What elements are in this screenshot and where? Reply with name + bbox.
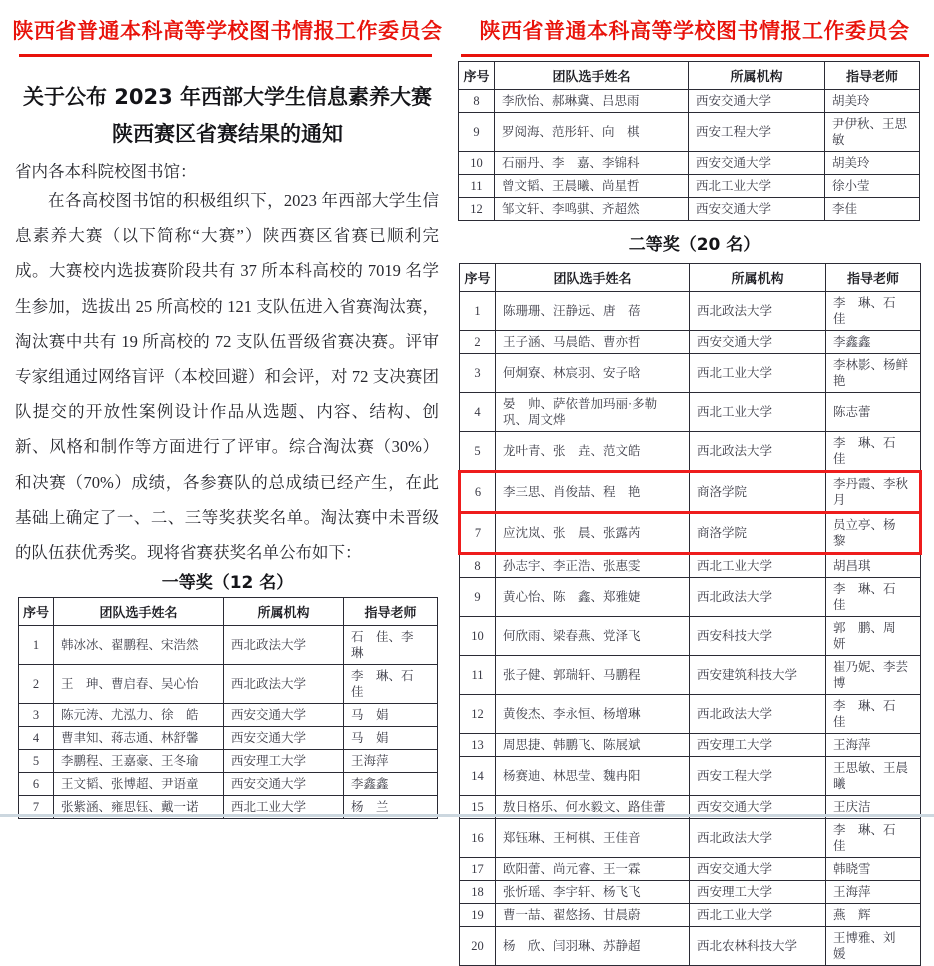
table-cell: 杨 欣、闫羽琳、苏静超 bbox=[496, 927, 690, 966]
column-header: 团队选手姓名 bbox=[54, 598, 224, 626]
table-row bbox=[19, 665, 438, 704]
table-cell: 马 娟 bbox=[344, 704, 438, 727]
first-prize-table-page1-grid bbox=[18, 597, 438, 819]
table-cell: 李 琳、石 佳 bbox=[826, 578, 921, 617]
table-cell: 应沈岚、张 晨、张露芮 bbox=[496, 513, 690, 554]
table-cell: 张忻瑶、李宇轩、杨飞飞 bbox=[496, 881, 690, 904]
table-cell: 4 bbox=[19, 727, 54, 750]
table-cell: 李 琳、石 佳 bbox=[826, 695, 921, 734]
table-cell: 11 bbox=[460, 656, 496, 695]
table-cell: 西北政法大学 bbox=[690, 292, 826, 331]
letterhead-title: 陕西省普通本科高等学校图书情报工作委员会 bbox=[479, 19, 910, 43]
table-cell: 何炯寮、林宸羽、安子晗 bbox=[496, 354, 690, 393]
table-cell: 西安工程大学 bbox=[690, 757, 826, 796]
table-cell: 11 bbox=[459, 175, 495, 198]
table-row bbox=[459, 113, 920, 152]
table-cell: 西安交通大学 bbox=[690, 858, 826, 881]
table-cell: 西北工业大学 bbox=[689, 175, 825, 198]
column-header: 指导老师 bbox=[344, 598, 438, 626]
table-row bbox=[460, 695, 921, 734]
table-row bbox=[19, 626, 438, 665]
letterhead-rule bbox=[19, 54, 432, 57]
table-cell: 1 bbox=[19, 626, 54, 665]
table-row bbox=[460, 354, 921, 393]
table-cell: 邹文轩、李鸣骐、齐超然 bbox=[495, 198, 689, 221]
table-row bbox=[460, 432, 921, 472]
table-cell: 西北工业大学 bbox=[690, 554, 826, 578]
table-cell: 张紫涵、雍思钰、戴一诺 bbox=[54, 796, 224, 819]
table-cell: 李三思、肖俊喆、程 艳 bbox=[496, 472, 690, 513]
first-prize-table-page2-grid bbox=[458, 61, 920, 221]
table-cell: 15 bbox=[460, 796, 496, 819]
table-cell: 李丹霞、李秋月 bbox=[826, 472, 921, 513]
table-row bbox=[460, 292, 921, 331]
table-cell: 2 bbox=[19, 665, 54, 704]
first-prize-table-page1 bbox=[18, 597, 437, 819]
table-cell: 李 琳、石 佳 bbox=[344, 665, 438, 704]
column-header: 指导老师 bbox=[826, 264, 921, 292]
table-cell: 18 bbox=[460, 881, 496, 904]
table-cell: 西安交通大学 bbox=[224, 773, 344, 796]
table-header-row bbox=[19, 598, 438, 626]
table-row bbox=[19, 750, 438, 773]
table-cell: 黄心怡、陈 鑫、郑雅婕 bbox=[496, 578, 690, 617]
table-row bbox=[460, 331, 921, 354]
table-cell: 王思敏、王晨曦 bbox=[826, 757, 921, 796]
notice-page-1 bbox=[0, 0, 455, 821]
table-cell: 西安理工大学 bbox=[690, 734, 826, 757]
table-cell: 西北工业大学 bbox=[690, 393, 826, 432]
table-cell: 孙志宇、李正浩、张惠雯 bbox=[496, 554, 690, 578]
table-cell: 欧阳蕾、尚元睿、王一霖 bbox=[496, 858, 690, 881]
table-row bbox=[460, 904, 921, 927]
page-bottom-divider bbox=[0, 814, 934, 817]
table-cell: 西北农林科技大学 bbox=[690, 927, 826, 966]
table-cell: 李林影、杨鲜艳 bbox=[826, 354, 921, 393]
table-cell: 西安交通大学 bbox=[224, 727, 344, 750]
table-row bbox=[460, 858, 921, 881]
column-header: 所属机构 bbox=[224, 598, 344, 626]
table-cell: 陈元涛、尤泓力、徐 皓 bbox=[54, 704, 224, 727]
table-cell: 西安交通大学 bbox=[689, 152, 825, 175]
column-header: 序号 bbox=[19, 598, 54, 626]
table-cell: 9 bbox=[459, 113, 495, 152]
table-row bbox=[460, 656, 921, 695]
table-cell: 西安工程大学 bbox=[689, 113, 825, 152]
table-cell: 商洛学院 bbox=[690, 472, 826, 513]
table-cell: 曾文韬、王晨曦、尚星哲 bbox=[495, 175, 689, 198]
table-cell: 西安交通大学 bbox=[690, 331, 826, 354]
column-header: 团队选手姓名 bbox=[496, 264, 690, 292]
table-cell: 3 bbox=[460, 354, 496, 393]
table-header-row bbox=[460, 264, 921, 292]
salutation: 省内各本科院校图书馆： bbox=[15, 162, 197, 181]
table-row bbox=[460, 617, 921, 656]
table-cell: 西北工业大学 bbox=[224, 796, 344, 819]
second-prize-table bbox=[458, 263, 919, 966]
table-cell: 李 琳、石 佳 bbox=[826, 819, 921, 858]
table-cell: 曹一喆、翟悠扬、甘晨蔚 bbox=[496, 904, 690, 927]
letterhead-title: 陕西省普通本科高等学校图书情报工作委员会 bbox=[12, 19, 443, 43]
table-cell: 14 bbox=[460, 757, 496, 796]
table-cell: 16 bbox=[460, 819, 496, 858]
table-cell: 13 bbox=[460, 734, 496, 757]
table-cell: 曹聿知、蒋志通、林舒馨 bbox=[54, 727, 224, 750]
table-row bbox=[459, 175, 920, 198]
table-cell: 西北政法大学 bbox=[690, 819, 826, 858]
table-row bbox=[460, 734, 921, 757]
table-cell: 20 bbox=[460, 927, 496, 966]
table-header-row bbox=[459, 62, 920, 90]
table-cell: 西安交通大学 bbox=[690, 796, 826, 819]
table-cell: 10 bbox=[460, 617, 496, 656]
first-prize-table-page2 bbox=[458, 61, 919, 221]
second-prize-table-grid bbox=[458, 263, 922, 966]
table-cell: 西安理工大学 bbox=[224, 750, 344, 773]
table-cell: 8 bbox=[459, 90, 495, 113]
body-paragraph: 在各高校图书馆的积极组织下，2023 年西部大学生信息素养大赛（以下简称“大赛”）陕西赛区省赛已顺利完成。大赛校内选拔赛阶段共有 37 所本科高校的 7019 名学生参加，选拔出 25 所高校的 121 支队伍进入省赛淘汰赛，淘汰赛中共有 19 所高校的 72 支队伍晋级省赛决赛。评审专家组通过网络盲评（本校回避）和会评，对 72 支决赛团队提交的开放性案例设计作品从选题、内容、结构、创新、风格和制作等方面进行了评审。综合淘汰赛（30%）和决赛（70%）成绩，各参赛队的总成绩已经产生，在此基础上确定了一、二、三等奖获奖名单。淘汰赛中未晋级的队伍获优秀奖。现将省赛获奖名单公布如下： bbox=[15, 191, 439, 563]
table-cell: 崔乃妮、李芸博 bbox=[826, 656, 921, 695]
table-cell: 胡美玲 bbox=[825, 152, 920, 175]
table-cell: 敖日格乐、何水毅文、路佳蕾 bbox=[496, 796, 690, 819]
table-cell: 12 bbox=[460, 695, 496, 734]
table-cell: 5 bbox=[460, 432, 496, 472]
table-cell: 7 bbox=[460, 513, 496, 554]
second-prize-heading: 二等奖（20 名） bbox=[628, 235, 761, 255]
table-row bbox=[459, 198, 920, 221]
column-header: 指导老师 bbox=[825, 62, 920, 90]
document-title-line2: 陕西赛区省赛结果的通知 bbox=[112, 122, 343, 146]
table-cell: 王海萍 bbox=[826, 734, 921, 757]
table-cell: 胡昌琪 bbox=[826, 554, 921, 578]
table-cell: 1 bbox=[460, 292, 496, 331]
table-cell: 西安交通大学 bbox=[689, 90, 825, 113]
table-cell: 陈珊珊、汪静远、唐 蓓 bbox=[496, 292, 690, 331]
table-cell: 周思捷、韩鹏飞、陈展斌 bbox=[496, 734, 690, 757]
table-cell: 4 bbox=[460, 393, 496, 432]
table-cell: 黄俊杰、李永恒、杨增琳 bbox=[496, 695, 690, 734]
table-cell: 罗阅海、范彤轩、向 棋 bbox=[495, 113, 689, 152]
table-cell: 6 bbox=[19, 773, 54, 796]
table-cell: 王 珅、曹启春、吴心怡 bbox=[54, 665, 224, 704]
table-cell: 西安交通大学 bbox=[689, 198, 825, 221]
table-cell: 李鑫鑫 bbox=[826, 331, 921, 354]
table-cell: 胡美玲 bbox=[825, 90, 920, 113]
table-cell: 王文韬、张博超、尹语童 bbox=[54, 773, 224, 796]
table-cell: 王子涵、马晨皓、曹亦哲 bbox=[496, 331, 690, 354]
column-header: 所属机构 bbox=[689, 62, 825, 90]
table-cell: 12 bbox=[459, 198, 495, 221]
table-cell: 燕 辉 bbox=[826, 904, 921, 927]
table-row bbox=[460, 472, 921, 513]
table-cell: 3 bbox=[19, 704, 54, 727]
table-cell: 杨赛迪、林思莹、魏冉阳 bbox=[496, 757, 690, 796]
first-prize-heading: 一等奖（12 名） bbox=[161, 573, 294, 593]
table-row bbox=[19, 704, 438, 727]
table-cell: 8 bbox=[460, 554, 496, 578]
table-row bbox=[460, 554, 921, 578]
table-cell: 17 bbox=[460, 858, 496, 881]
letterhead-rule bbox=[461, 54, 929, 57]
table-cell: 尹伊秋、王思敏 bbox=[825, 113, 920, 152]
table-row bbox=[460, 513, 921, 554]
notice-page-2 bbox=[455, 0, 934, 961]
table-cell: 王庆洁 bbox=[826, 796, 921, 819]
table-cell: 西北工业大学 bbox=[690, 354, 826, 393]
table-cell: 李鹏程、王嘉豪、王冬瑜 bbox=[54, 750, 224, 773]
table-cell: 西北政法大学 bbox=[690, 432, 826, 472]
document-title-line1: 关于公布 2023 年西部大学生信息素养大赛 bbox=[22, 85, 433, 109]
table-cell: 10 bbox=[459, 152, 495, 175]
table-cell: 韩晓雪 bbox=[826, 858, 921, 881]
table-cell: 19 bbox=[460, 904, 496, 927]
table-cell: 何欣雨、梁春燕、党泽飞 bbox=[496, 617, 690, 656]
table-row bbox=[460, 927, 921, 966]
table-cell: 陈志蕾 bbox=[826, 393, 921, 432]
table-cell: 杨 兰 bbox=[344, 796, 438, 819]
column-header: 团队选手姓名 bbox=[495, 62, 689, 90]
table-cell: 商洛学院 bbox=[690, 513, 826, 554]
table-cell: 9 bbox=[460, 578, 496, 617]
table-cell: 龙叶青、张 垚、范文皓 bbox=[496, 432, 690, 472]
table-cell: 石 佳、李 琳 bbox=[344, 626, 438, 665]
table-cell: 西安科技大学 bbox=[690, 617, 826, 656]
table-cell: 王海萍 bbox=[344, 750, 438, 773]
table-cell: 晏 帅、萨依普加玛丽·多勒巩、周文烨 bbox=[496, 393, 690, 432]
table-cell: 王海萍 bbox=[826, 881, 921, 904]
table-row bbox=[459, 152, 920, 175]
table-cell: 王博雅、刘 媛 bbox=[826, 927, 921, 966]
table-cell: 西北政法大学 bbox=[690, 578, 826, 617]
table-cell: 郑钰琳、王柯棋、王佳音 bbox=[496, 819, 690, 858]
column-header: 所属机构 bbox=[690, 264, 826, 292]
table-cell: 西北政法大学 bbox=[224, 665, 344, 704]
table-row bbox=[460, 819, 921, 858]
table-cell: 李鑫鑫 bbox=[344, 773, 438, 796]
table-cell: 西安建筑科技大学 bbox=[690, 656, 826, 695]
column-header: 序号 bbox=[459, 62, 495, 90]
table-cell: 员立亭、杨 黎 bbox=[826, 513, 921, 554]
table-cell: 西北政法大学 bbox=[690, 695, 826, 734]
table-cell: 西安交通大学 bbox=[224, 704, 344, 727]
table-cell: 李佳 bbox=[825, 198, 920, 221]
table-row bbox=[460, 393, 921, 432]
table-row bbox=[460, 578, 921, 617]
table-cell: 张子健、郭瑞轩、马鹏程 bbox=[496, 656, 690, 695]
table-cell: 石丽丹、李 嘉、李锦科 bbox=[495, 152, 689, 175]
table-cell: 韩冰冰、翟鹏程、宋浩然 bbox=[54, 626, 224, 665]
table-cell: 西北政法大学 bbox=[224, 626, 344, 665]
table-cell: 郭 鹏、周 妍 bbox=[826, 617, 921, 656]
table-cell: 马 娟 bbox=[344, 727, 438, 750]
table-cell: 西安理工大学 bbox=[690, 881, 826, 904]
column-header: 序号 bbox=[460, 264, 496, 292]
table-cell: 7 bbox=[19, 796, 54, 819]
table-row bbox=[459, 90, 920, 113]
table-row bbox=[19, 773, 438, 796]
document-title bbox=[0, 79, 455, 153]
table-cell: 李 琳、石 佳 bbox=[826, 292, 921, 331]
table-row bbox=[460, 757, 921, 796]
table-cell: 西北工业大学 bbox=[690, 904, 826, 927]
table-cell: 5 bbox=[19, 750, 54, 773]
table-cell: 李 琳、石 佳 bbox=[826, 432, 921, 472]
table-cell: 6 bbox=[460, 472, 496, 513]
table-row bbox=[460, 881, 921, 904]
table-cell: 徐小莹 bbox=[825, 175, 920, 198]
table-cell: 2 bbox=[460, 331, 496, 354]
table-cell: 李欣怡、郝琳冀、吕思雨 bbox=[495, 90, 689, 113]
table-row bbox=[19, 727, 438, 750]
